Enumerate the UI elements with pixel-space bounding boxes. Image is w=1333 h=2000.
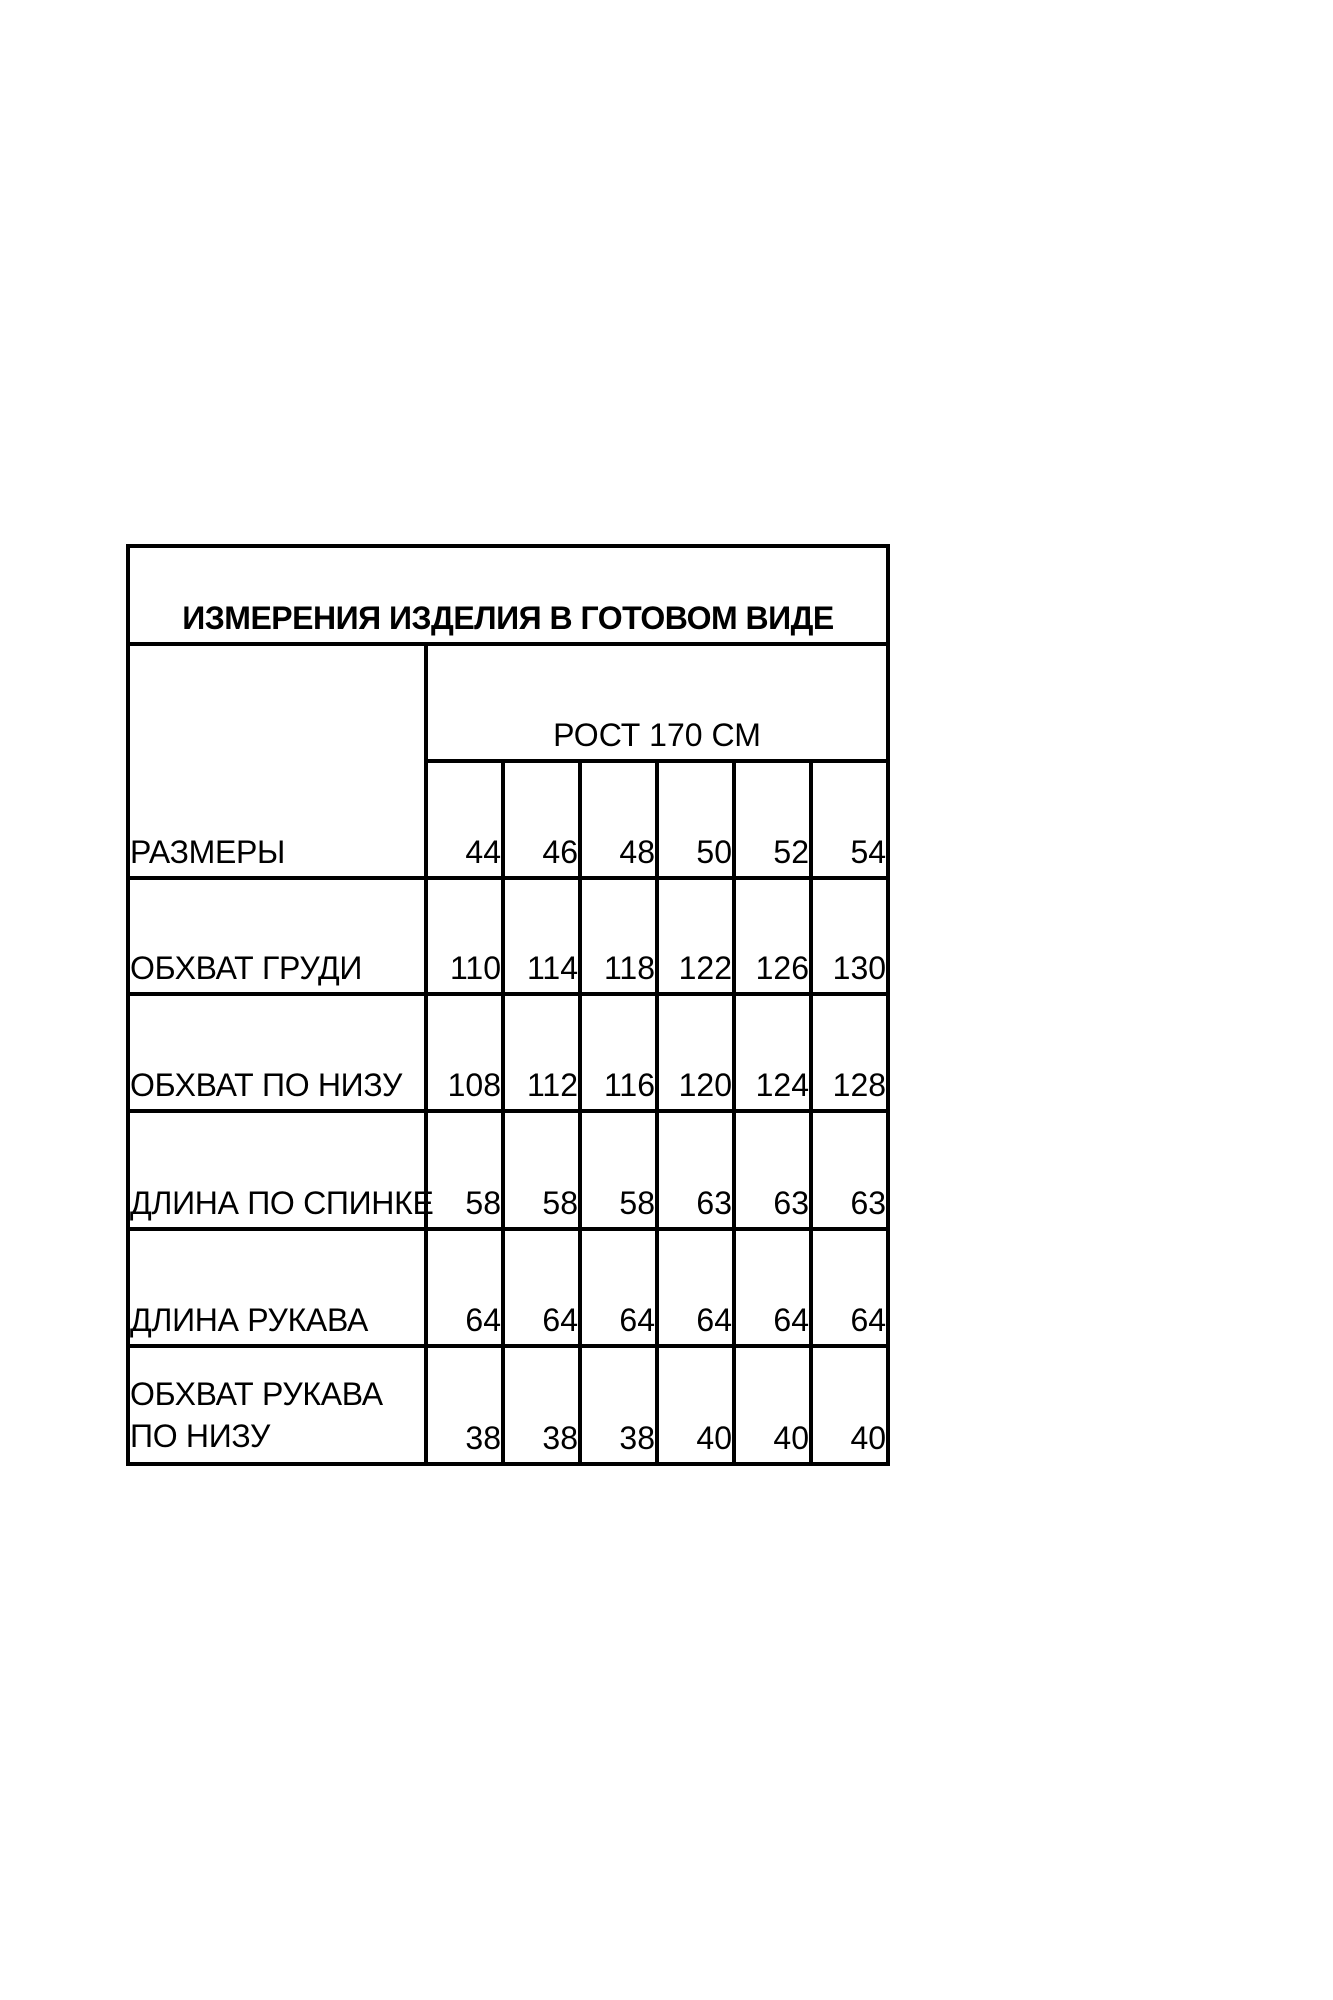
row-label: ДЛИНА РУКАВА bbox=[128, 1229, 426, 1346]
size-cell: 44 bbox=[426, 761, 503, 878]
value-cell: 40 bbox=[811, 1346, 888, 1464]
table-row bbox=[128, 1229, 888, 1346]
value-cell: 64 bbox=[734, 1229, 811, 1346]
value-cell: 120 bbox=[657, 994, 734, 1111]
value-cell: 116 bbox=[580, 994, 657, 1111]
row-label: ДЛИНА ПО СПИНКЕ bbox=[128, 1111, 426, 1229]
value-cell: 58 bbox=[503, 1111, 580, 1229]
value-cell: 63 bbox=[811, 1111, 888, 1229]
table-row bbox=[128, 1346, 888, 1464]
size-cell: 46 bbox=[503, 761, 580, 878]
row-label: ОБХВАТ РУКАВА ПО НИЗУ bbox=[128, 1346, 426, 1464]
row-label: ОБХВАТ ПО НИЗУ bbox=[128, 994, 426, 1111]
value-cell: 58 bbox=[426, 1111, 503, 1229]
value-cell: 130 bbox=[811, 878, 888, 994]
garment-measurements-table bbox=[126, 544, 890, 1466]
table-title: ИЗМЕРЕНИЯ ИЗДЕЛИЯ В ГОТОВОМ ВИДЕ bbox=[128, 546, 888, 644]
value-cell: 64 bbox=[503, 1229, 580, 1346]
table-row bbox=[128, 994, 888, 1111]
height-header: РОСТ 170 СМ bbox=[426, 644, 888, 761]
value-cell: 58 bbox=[580, 1111, 657, 1229]
value-cell: 124 bbox=[734, 994, 811, 1111]
size-cell: 48 bbox=[580, 761, 657, 878]
value-cell: 64 bbox=[580, 1229, 657, 1346]
value-cell: 114 bbox=[503, 878, 580, 994]
value-cell: 128 bbox=[811, 994, 888, 1111]
title-row bbox=[128, 546, 888, 644]
value-cell: 38 bbox=[503, 1346, 580, 1464]
value-cell: 64 bbox=[426, 1229, 503, 1346]
height-header-row bbox=[128, 644, 888, 761]
value-cell: 40 bbox=[734, 1346, 811, 1464]
value-cell: 63 bbox=[657, 1111, 734, 1229]
size-cell: 54 bbox=[811, 761, 888, 878]
value-cell: 108 bbox=[426, 994, 503, 1111]
value-cell: 63 bbox=[734, 1111, 811, 1229]
value-cell: 112 bbox=[503, 994, 580, 1111]
value-cell: 64 bbox=[657, 1229, 734, 1346]
value-cell: 38 bbox=[580, 1346, 657, 1464]
value-cell: 38 bbox=[426, 1346, 503, 1464]
value-cell: 126 bbox=[734, 878, 811, 994]
value-cell: 118 bbox=[580, 878, 657, 994]
table-row bbox=[128, 1111, 888, 1229]
value-cell: 64 bbox=[811, 1229, 888, 1346]
size-cell: 50 bbox=[657, 761, 734, 878]
value-cell: 40 bbox=[657, 1346, 734, 1464]
size-cell: 52 bbox=[734, 761, 811, 878]
table-row bbox=[128, 878, 888, 994]
row-label: ОБХВАТ ГРУДИ bbox=[128, 878, 426, 994]
sizes-row-label: РАЗМЕРЫ bbox=[128, 644, 426, 878]
value-cell: 110 bbox=[426, 878, 503, 994]
value-cell: 122 bbox=[657, 878, 734, 994]
